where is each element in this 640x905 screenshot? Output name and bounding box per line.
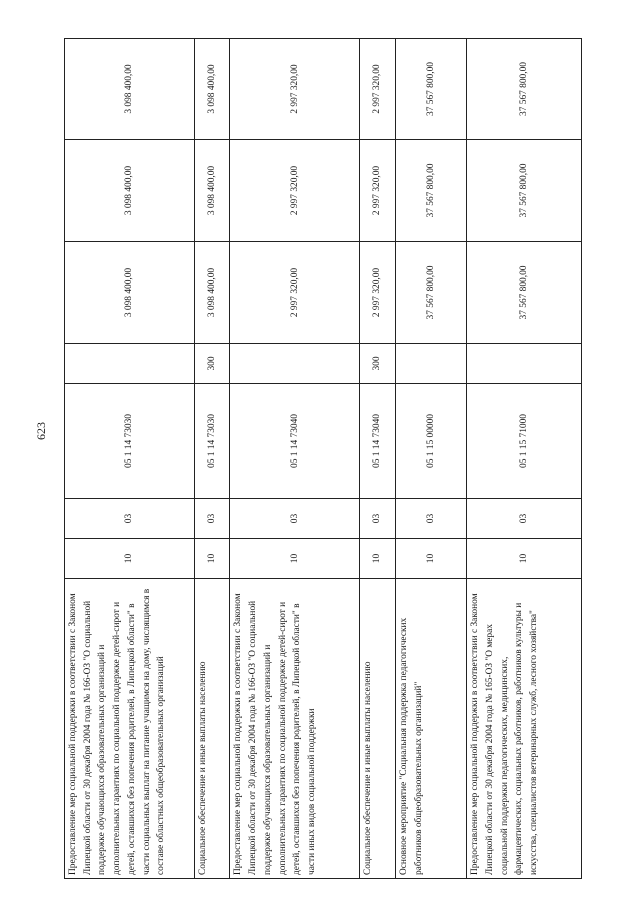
table-row bbox=[230, 39, 360, 879]
row-description: Предоставление мер социальной поддержки в соответствии с Законом Липецкой области от 30 декабря 2004 года № 166-ОЗ "О социальной поддержке обучающихся образовательных организаций и дополнительных гарантиях по социальной поддержке детей-сирот и детей, оставшихся без попечения родителей, в Липецкой области" в части иных видов социальной поддержки bbox=[230, 579, 360, 879]
target-article-code: 05 1 14 73040 bbox=[360, 384, 396, 499]
expense-type-code: 300 bbox=[194, 344, 230, 384]
amount-1: 2 997 320,00 bbox=[230, 242, 360, 344]
section-code: 10 bbox=[467, 539, 582, 579]
target-article-code: 05 1 14 73040 bbox=[230, 384, 360, 499]
amount-3: 37 567 800,00 bbox=[395, 39, 466, 140]
target-article-code: 05 1 14 73030 bbox=[65, 384, 195, 499]
subsection-code: 03 bbox=[395, 499, 466, 539]
amount-2: 2 997 320,00 bbox=[230, 140, 360, 242]
table-row bbox=[360, 39, 396, 879]
amount-1: 37 567 800,00 bbox=[395, 242, 466, 344]
subsection-code: 03 bbox=[360, 499, 396, 539]
amount-2: 3 098 400,00 bbox=[194, 140, 230, 242]
amount-3: 3 098 400,00 bbox=[65, 39, 195, 140]
table-row bbox=[467, 39, 582, 879]
amount-1: 37 567 800,00 bbox=[467, 242, 582, 344]
target-article-code: 05 1 15 00000 bbox=[395, 384, 466, 499]
amount-3: 3 098 400,00 bbox=[194, 39, 230, 140]
table-row bbox=[65, 39, 195, 879]
table-row bbox=[194, 39, 230, 879]
amount-2: 2 997 320,00 bbox=[360, 140, 396, 242]
amount-1: 3 098 400,00 bbox=[194, 242, 230, 344]
subsection-code: 03 bbox=[467, 499, 582, 539]
target-article-code: 05 1 14 73030 bbox=[194, 384, 230, 499]
amount-2: 3 098 400,00 bbox=[65, 140, 195, 242]
expense-type-code bbox=[230, 344, 360, 384]
page-number: 623 bbox=[34, 422, 48, 440]
expense-type-code: 300 bbox=[360, 344, 396, 384]
amount-1: 2 997 320,00 bbox=[360, 242, 396, 344]
row-description: Предоставление мер социальной поддержки в соответствии с Законом Липецкой области от 30 декабря 2004 года № 165-ОЗ "О мерах социальной поддержки педагогических, медицинских, фармацевтических, социальных работников, работников культуры и искусства, специалистов ветеринарных служб, лесного хозяйства" bbox=[467, 579, 582, 879]
expense-type-code bbox=[65, 344, 195, 384]
row-description: Основное мероприятие "Социальная поддержка педагогических работников общеобразовательных организаций" bbox=[395, 579, 466, 879]
budget-table bbox=[64, 38, 582, 879]
section-code: 10 bbox=[230, 539, 360, 579]
subsection-code: 03 bbox=[230, 499, 360, 539]
budget-table-rotated bbox=[64, 39, 582, 879]
amount-3: 37 567 800,00 bbox=[467, 39, 582, 140]
row-description: Социальное обеспечение и иные выплаты населению bbox=[360, 579, 396, 879]
amount-3: 2 997 320,00 bbox=[360, 39, 396, 140]
expense-type-code bbox=[467, 344, 582, 384]
table-row bbox=[395, 39, 466, 879]
section-code: 10 bbox=[360, 539, 396, 579]
amount-1: 3 098 400,00 bbox=[65, 242, 195, 344]
amount-3: 2 997 320,00 bbox=[230, 39, 360, 140]
amount-2: 37 567 800,00 bbox=[467, 140, 582, 242]
subsection-code: 03 bbox=[194, 499, 230, 539]
amount-2: 37 567 800,00 bbox=[395, 140, 466, 242]
subsection-code: 03 bbox=[65, 499, 195, 539]
section-code: 10 bbox=[65, 539, 195, 579]
section-code: 10 bbox=[395, 539, 466, 579]
section-code: 10 bbox=[194, 539, 230, 579]
expense-type-code bbox=[395, 344, 466, 384]
row-description: Социальное обеспечение и иные выплаты населению bbox=[194, 579, 230, 879]
target-article-code: 05 1 15 71000 bbox=[467, 384, 582, 499]
row-description: Предоставление мер социальной поддержки в соответствии с Законом Липецкой области от 30 декабря 2004 года № 166-ОЗ "О социальной поддержке обучающихся образовательных организаций и дополнительных гарантиях по социальной поддержке детей-сирот и детей, оставшихся без попечения родителей, в Липецкой области" в части социальных выплат на питание учащимся на дому, числящимся в составе областных общеобразовательных организаций bbox=[65, 579, 195, 879]
